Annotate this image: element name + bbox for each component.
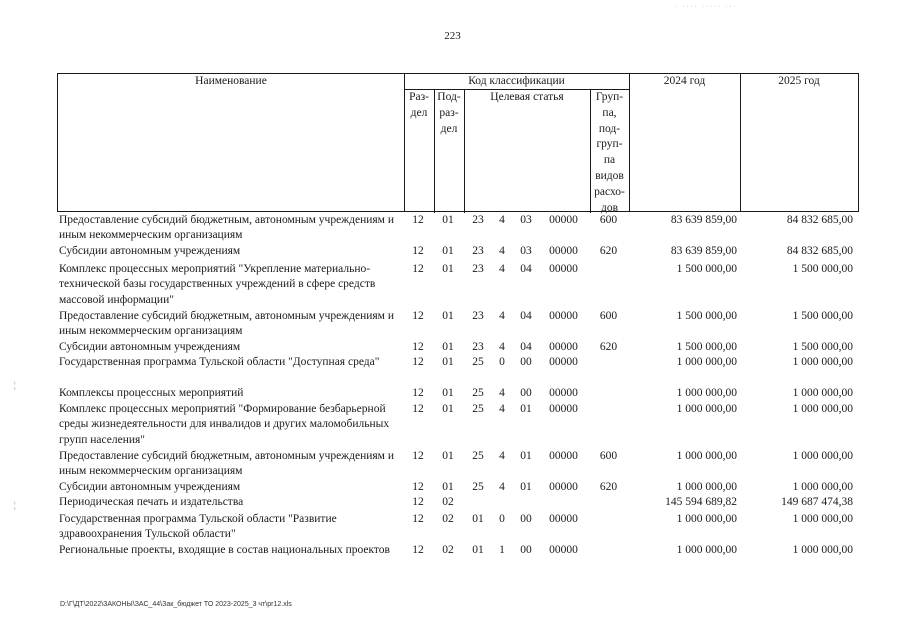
table-header [57,73,859,212]
row-cs-program: 25 [472,356,484,368]
row-name: Субсидии автономным учреждениям [59,481,241,493]
row-podrazdel: 01 [442,387,454,399]
row-vid-rashodov: 600 [599,310,618,322]
row-podrazdel: 01 [442,310,454,322]
row-cs-type: 1 [499,544,505,556]
row-podrazdel: 01 [442,263,454,275]
row-cs-direction: 00000 [549,481,578,493]
row-cs-program: 01 [472,513,484,525]
row-cs-program: 23 [472,310,484,322]
row-amount-2025: 1 000 000,00 [792,387,853,399]
row-cs-element: 01 [520,403,532,415]
row-cs-program: 23 [472,341,484,353]
row-podrazdel: 01 [442,341,454,353]
row-podrazdel: 01 [442,245,454,257]
row-razdel: 12 [412,481,424,493]
margin-mark: ¦ [14,380,16,390]
row-cs-direction: 00000 [549,263,578,275]
row-cs-program: 25 [472,450,484,462]
row-amount-2024: 1 000 000,00 [676,387,737,399]
row-razdel: 12 [412,450,424,462]
row-razdel: 12 [412,403,424,415]
header-kod-klassifikacii: Код классификации [468,75,565,87]
row-razdel: 12 [412,356,424,368]
row-vid-rashodov: 600 [599,450,618,462]
row-name: Периодическая печать и издательства [59,496,244,508]
row-name: Предоставление субсидий бюджетным, автономным учреждениям и иным некоммерческим организациям [59,214,394,242]
row-name: Комплекс процессных мероприятий "Формирование безбарьерной среды жизнедеятельности для инвалидов и других маломобильных групп населения" [59,403,390,446]
row-amount-2024: 1 000 000,00 [676,481,737,493]
row-amount-2024: 1 000 000,00 [676,513,737,525]
row-vid-rashodov: 620 [599,245,618,257]
header-podrazdel: Под- раз- дел [437,91,461,135]
header-year-2024: 2024 год [663,75,706,87]
row-cs-type: 4 [499,403,505,415]
row-amount-2025: 1 000 000,00 [792,403,853,415]
margin-mark: ¦ [14,500,16,510]
row-cs-program: 25 [472,403,484,415]
row-cs-element: 01 [520,481,532,493]
row-amount-2025: 1 000 000,00 [792,544,853,556]
row-podrazdel: 02 [442,513,454,525]
row-amount-2025: 1 000 000,00 [792,481,853,493]
row-amount-2025: 149 687 474,38 [781,496,853,508]
row-cs-type: 4 [499,310,505,322]
row-cs-element: 04 [520,341,532,353]
row-amount-2025: 1 500 000,00 [792,310,853,322]
row-amount-2024: 1 000 000,00 [676,450,737,462]
row-podrazdel: 01 [442,214,454,226]
row-name: Региональные проекты, входящие в состав национальных проектов [59,544,390,556]
row-razdel: 12 [412,341,424,353]
row-razdel: 12 [412,513,424,525]
row-cs-element: 04 [520,310,532,322]
file-path-footer: D:\Г\ДТ\2022\ЗАКОНЫ\ЗАС_44\Зак_бюджет ТО 2023-2025_3 чт\pr12.xls [60,601,292,608]
row-name: Предоставление субсидий бюджетным, автономным учреждениям и иным некоммерческим организациям [59,310,394,338]
row-cs-type: 4 [499,263,505,275]
row-cs-program: 25 [472,387,484,399]
row-razdel: 12 [412,496,424,508]
row-razdel: 12 [412,310,424,322]
row-cs-direction: 00000 [549,214,578,226]
row-name: Субсидии автономным учреждениям [59,341,241,353]
row-cs-type: 0 [499,356,505,368]
row-amount-2025: 1 000 000,00 [792,450,853,462]
row-razdel: 12 [412,544,424,556]
row-podrazdel: 02 [442,544,454,556]
corner-mark: · ···· ····· ··· [675,4,738,10]
header-divider [629,74,630,211]
row-cs-program: 23 [472,263,484,275]
row-cs-element: 00 [520,356,532,368]
page-number: 223 [444,30,461,42]
row-cs-element: 03 [520,245,532,257]
row-name: Государственная программа Тульской области "Развитие здравоохранения Тульской области" [59,513,337,541]
row-name: Предоставление субсидий бюджетным, автономным учреждениям и иным некоммерческим организациям [59,450,394,478]
row-podrazdel: 02 [442,496,454,508]
row-cs-program: 01 [472,544,484,556]
row-cs-element: 00 [520,387,532,399]
row-amount-2025: 1 000 000,00 [792,356,853,368]
row-cs-direction: 00000 [549,341,578,353]
row-cs-direction: 00000 [549,245,578,257]
row-cs-direction: 00000 [549,356,578,368]
row-vid-rashodov: 620 [599,481,618,493]
row-amount-2024: 1 500 000,00 [676,310,737,322]
row-amount-2024: 1 000 000,00 [676,356,737,368]
row-cs-type: 4 [499,341,505,353]
row-razdel: 12 [412,245,424,257]
header-razdel: Раз- дел [409,91,429,119]
row-cs-program: 25 [472,481,484,493]
row-name: Государственная программа Тульской области "Доступная среда" [59,356,380,368]
row-cs-direction: 00000 [549,544,578,556]
row-name: Субсидии автономным учреждениям [59,245,241,257]
row-cs-type: 4 [499,245,505,257]
header-divider [740,74,741,211]
row-amount-2024: 1 000 000,00 [676,544,737,556]
row-cs-element: 00 [520,544,532,556]
row-cs-direction: 00000 [549,513,578,525]
header-celevaya-statya: Целевая статья [490,91,564,103]
row-cs-direction: 00000 [549,387,578,399]
row-amount-2024: 1 500 000,00 [676,263,737,275]
row-amount-2024: 1 500 000,00 [676,341,737,353]
row-podrazdel: 01 [442,481,454,493]
row-cs-type: 4 [499,214,505,226]
row-cs-element: 01 [520,450,532,462]
row-cs-element: 04 [520,263,532,275]
row-cs-element: 03 [520,214,532,226]
row-cs-direction: 00000 [549,403,578,415]
header-year-2025: 2025 год [778,75,820,87]
row-amount-2025: 1 000 000,00 [792,513,853,525]
row-amount-2025: 1 500 000,00 [792,263,853,275]
row-cs-direction: 00000 [549,450,578,462]
row-amount-2024: 145 594 689,82 [665,496,737,508]
header-naimenovanie: Наименование [195,75,267,87]
row-cs-direction: 00000 [549,310,578,322]
row-name: Комплексы процессных мероприятий [59,387,244,399]
header-divider [464,89,465,213]
row-razdel: 12 [412,214,424,226]
row-vid-rashodov: 600 [599,214,618,226]
row-cs-type: 4 [499,481,505,493]
row-razdel: 12 [412,387,424,399]
row-cs-type: 4 [499,387,505,399]
row-amount-2024: 83 639 859,00 [670,245,737,257]
row-cs-program: 23 [472,214,484,226]
row-cs-type: 4 [499,450,505,462]
row-podrazdel: 01 [442,356,454,368]
row-amount-2024: 1 000 000,00 [676,403,737,415]
row-podrazdel: 01 [442,450,454,462]
row-name: Комплекс процессных мероприятий "Укрепление материально-технической базы государственных учреждений в сфере средств массовой информации" [59,263,376,306]
row-amount-2025: 84 832 685,00 [786,214,853,226]
row-razdel: 12 [412,263,424,275]
header-gruppa-vidov-rashodov: Груп- па, под- груп- па видов расхо- дов [594,91,625,214]
row-amount-2025: 84 832 685,00 [786,245,853,257]
row-cs-program: 23 [472,245,484,257]
row-podrazdel: 01 [442,403,454,415]
row-vid-rashodov: 620 [599,341,618,353]
row-cs-type: 0 [499,513,505,525]
row-amount-2024: 83 639 859,00 [670,214,737,226]
row-cs-element: 00 [520,513,532,525]
row-amount-2025: 1 500 000,00 [792,341,853,353]
